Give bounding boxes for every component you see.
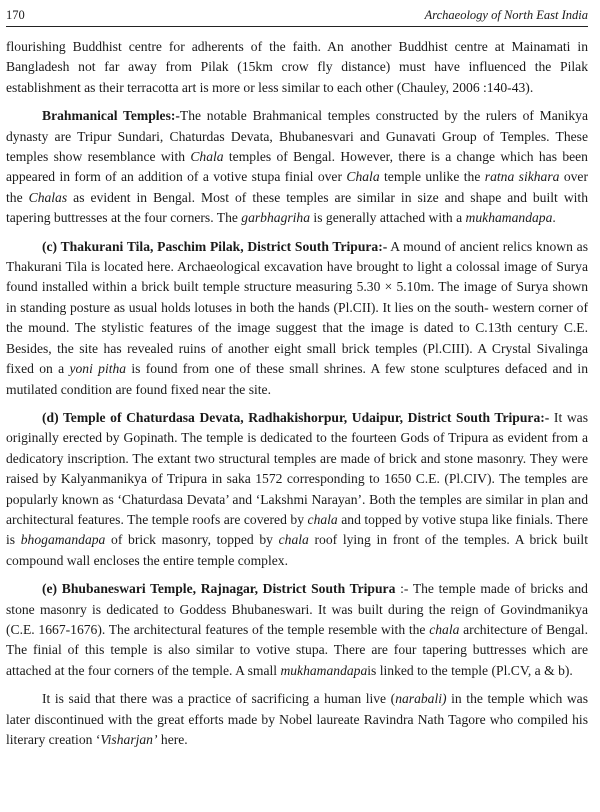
text-run: of brick masonry, topped by	[105, 532, 279, 548]
paragraph-chaturdasa-devata	[6, 408, 588, 571]
text-run: roof lying in front of the temples. A brick built compound wall encloses the entire temple complex.	[6, 532, 588, 568]
text-run: in the temple which was later discontinued with the great efforts made by Nobel laureate Ravindra Nath Tagore who compiled his literary creation ‘	[6, 691, 589, 747]
paragraph-buddhist-centre	[6, 37, 588, 98]
italic-term: yoni pitha	[69, 361, 127, 377]
paragraph-narabali	[6, 689, 588, 750]
italic-term: mukhamandapa	[465, 210, 553, 226]
italic-term: chala	[278, 532, 309, 548]
page-header	[6, 8, 588, 27]
text-run: flourishing Buddhist centre for adherents of the faith. An another Buddhist centre at Mainamati in Bangladesh not far away from Pilak (15km crow fly distance) must have influenced the Pilak establishment as their terracotta art is more or less similar to each other (Chauley, 2006 :140-43).	[6, 39, 588, 95]
bold-heading: (c) Thakurani Tila, Paschim Pilak, District South Tripura:-	[42, 238, 388, 254]
italic-term: Chalas	[28, 189, 68, 205]
italic-term: Visharjan’	[100, 732, 158, 747]
text-run: is linked to the temple (Pl.CV, a & b).	[367, 662, 573, 678]
text-run: temple unlike the	[379, 169, 485, 185]
bold-heading: Brahmanical Temples:-	[42, 108, 180, 124]
paragraph-thakurani-tila	[6, 237, 588, 400]
text-run: over the	[6, 169, 588, 205]
text-run: It is said that there was a practice of sacrificing a human live (	[42, 691, 396, 707]
text-run: and topped by votive stupa like finials. There is	[6, 511, 588, 548]
text-run: is generally attached with a	[310, 210, 466, 226]
italic-term: Chala	[190, 149, 224, 165]
bold-heading: (d) Temple of Chaturdasa Devata, Radhakishorpur, Udaipur, District South Tripura:-	[42, 409, 550, 425]
italic-term: Chala	[346, 169, 380, 185]
page-number: 170	[6, 8, 25, 22]
text-run: .	[552, 210, 556, 226]
italic-term: garbhagriha	[241, 210, 311, 226]
text-run: is found from one of these small shrines. A few stone sculptures defaced and in mutilated condition are found fixed near the site.	[6, 361, 588, 397]
italic-term: chala	[307, 511, 338, 527]
italic-term: mukhamandapa	[280, 662, 368, 678]
text-run: :- The temple made of bricks and stone masonry is dedicated to Goddess Bhubaneswari. It was built during the reign of Govindmanikya (C.E. 1667-1676). The architectural features of the temple resemble with the	[6, 581, 588, 637]
running-title: Archaeology of North East India	[424, 8, 588, 22]
text-run: It was originally erected by Gopinath. The temple is dedicated to the fourteen Gods of Tripura as evident from a dedicatory inscription. The extant two structural temples are made of brick and stone masonry. They were raised by Kalyanmanikya of Tripura in saka 1572 corresponding to 1650 C.E. (Pl.CIV). The temples are popularly known as ‘Chaturdasa Devata’ and ‘Lakshmi Narayan’. Both the temples are similar in plan and architectural features. The temple roofs are covered by	[6, 409, 588, 527]
text-run: temples of Bengal. However, there is a change which has been appeared in form of an addition of a votive stupa finial over	[6, 149, 588, 185]
text-run: A mound of ancient relics known as Thakurani Tila is located here. Archaeological excavation have brought to light a colossal image of Surya found installed within a brick built temple structure measuring 5.30 × 5.10m. The image of Surya shown in standing posture as usual holds lotuses in both the hands (Pl.CII). It lies on the south- western corner of the mound. The stylistic features of the image suggest that the image is dated to C.13th century C.E. Besides, the site has revealed ruins of another eight small brick temples (Pl.CIII). A Crystal Sivalinga fixed on a	[6, 238, 588, 377]
page-body	[6, 37, 588, 758]
italic-term: bhogamandapa	[20, 532, 106, 548]
text-run: as evident in Bengal. Most of these temples are similar in size and shape and built with tapering buttresses at the four corners. The	[6, 189, 588, 226]
text-run: architecture of Bengal. The finial of this temple is also similar to votive stupa. There are four tapering buttresses which are attached at the four corners of the temple. A small	[6, 621, 588, 678]
paragraph-bhubaneswari-temple	[6, 579, 588, 681]
text-run: The notable Brahmanical temples constructed by the rulers of Manikya dynasty are Tripur Sundari, Chaturdas Devata, Bhubanesvari and Gunavati Group of Temples. These temples show resemblance with	[6, 108, 588, 165]
bold-heading: (e) Bhubaneswari Temple, Rajnagar, District South Tripura	[42, 581, 396, 597]
italic-term: chala	[429, 621, 460, 637]
paragraph-brahmanical-temples	[6, 106, 588, 228]
text-run: here.	[157, 732, 188, 747]
italic-term: narabali)	[395, 691, 447, 707]
italic-term: ratna sikhara	[484, 169, 560, 185]
